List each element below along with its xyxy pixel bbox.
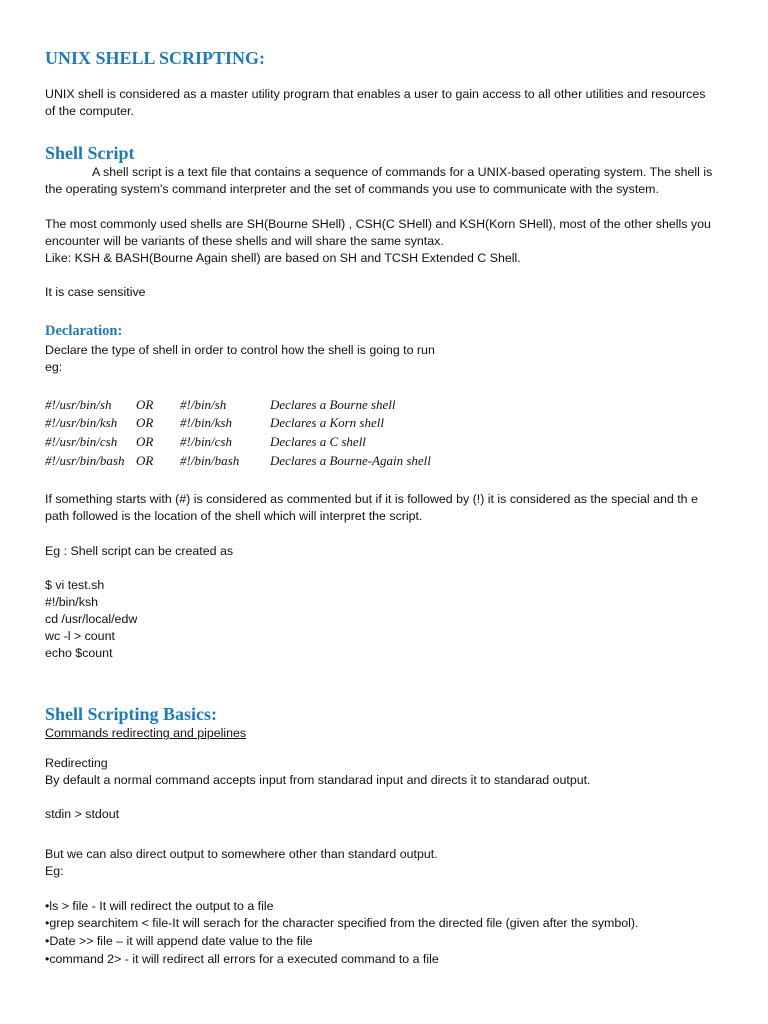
stdin-stdout-text: stdin > stdout	[45, 807, 120, 821]
shell-script-para2-line1: The most commonly used shells are SH(Bourne SHell) , CSH(C SHell) and KSH(Korn SHell), most of the other shells you	[45, 217, 711, 231]
bullet-item: •Date >> file – it will append date value to the file	[45, 934, 313, 948]
declaration-short-path: #!/bin/ksh	[180, 415, 232, 430]
declaration-short-path: #!/bin/csh	[180, 434, 232, 449]
shell-script-para1-line1: A shell script is a text file that contains a sequence of commands for a UNIX-based operating system. The shell is	[92, 165, 713, 179]
eg-label: Eg:	[45, 864, 64, 878]
declaration-line-2: eg:	[45, 360, 63, 374]
bullet-item: •grep searchitem < file-It will serach for the character specified from the directed file (given after the symbol).	[45, 916, 639, 930]
declaration-long-path: #!/usr/bin/csh	[45, 434, 118, 449]
code-line: cd /usr/local/edw	[45, 612, 138, 626]
code-line: #!/bin/ksh	[45, 595, 99, 609]
code-line: $ vi test.sh	[45, 578, 105, 592]
intro-line-1: UNIX shell is considered as a master utility program that enables a user to gain access to all other utilities and resources	[45, 87, 706, 101]
declaration-long-path: #!/usr/bin/ksh	[45, 415, 118, 430]
intro-line-2: of the computer.	[45, 104, 134, 118]
redirecting-label: Redirecting	[45, 756, 108, 770]
declaration-description: Declares a Korn shell	[270, 415, 384, 430]
shell-script-para2-line2: encounter will be variants of these shells and will share the same syntax.	[45, 234, 444, 248]
shell-script-heading: Shell Script	[45, 143, 135, 163]
declaration-or: OR	[136, 397, 154, 412]
comment-explanation-line-2: path followed is the location of the shell which will interpret the script.	[45, 509, 423, 523]
declaration-description: Declares a Bourne-Again shell	[270, 453, 431, 468]
declaration-description: Declares a C shell	[270, 434, 366, 449]
shell-script-para2-line3: Like: KSH & BASH(Bourne Again shell) are based on SH and TCSH Extended C Shell.	[45, 251, 521, 265]
example-intro: Eg : Shell script can be created as	[45, 544, 234, 558]
code-line: echo $count	[45, 646, 113, 660]
declaration-short-path: #!/bin/sh	[180, 397, 227, 412]
declaration-long-path: #!/usr/bin/sh	[45, 397, 112, 412]
declaration-long-path: #!/usr/bin/bash	[45, 453, 125, 468]
bullet-item: •ls > file - It will redirect the output to a file	[45, 899, 274, 913]
declaration-or: OR	[136, 453, 154, 468]
declaration-heading: Declaration:	[45, 323, 123, 339]
default-redirect-text: By default a normal command accepts input from standarad input and directs it to standarad output.	[45, 773, 591, 787]
document-title: UNIX SHELL SCRIPTING:	[45, 48, 266, 68]
declaration-description: Declares a Bourne shell	[270, 397, 396, 412]
shell-script-para1-line2: the operating system's command interpreter and the set of commands you use to communicate with the system.	[45, 182, 659, 196]
declaration-or: OR	[136, 434, 154, 449]
bullet-item: •command 2> - it will redirect all errors for a executed command to a file	[45, 952, 439, 966]
declaration-or: OR	[136, 415, 154, 430]
also-direct-text: But we can also direct output to somewhere other than standard output.	[45, 847, 438, 861]
comment-explanation-line-1: If something starts with (#) is considered as commented but if it is followed by (!) it is considered as the special and th e	[45, 492, 698, 506]
declaration-line-1: Declare the type of shell in order to control how the shell is going to run	[45, 343, 435, 357]
code-line: wc -l > count	[45, 629, 115, 643]
declaration-short-path: #!/bin/bash	[180, 453, 240, 468]
basics-subheading: Commands redirecting and pipelines	[45, 726, 247, 740]
case-sensitive-note: It is case sensitive	[45, 285, 146, 299]
basics-heading: Shell Scripting Basics:	[45, 704, 218, 724]
